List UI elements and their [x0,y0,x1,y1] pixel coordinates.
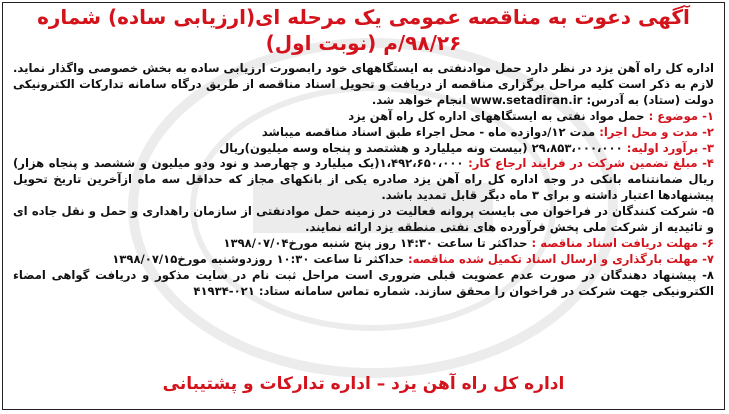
item-duration [13,125,714,141]
notice-body [13,61,714,300]
item-text: ۸- پیشنهاد دهندگان در صورت عدم عضویت قبلی ضروری است مراحل ثبت نام در سایت مذکور و دریافت گواهی امضاء الکترونیکی جهت شرکت در فراخوان را محقق سازند. شماره تماس سامانه ستاد: ۰۲۱-۴۱۹۳۴ [13,267,714,298]
intro-paragraph [13,61,714,109]
intro-suffix: انجام خواهد شد. [371,92,467,107]
item-text: حداکثر تا ساعت ۱۴:۳۰ روز پنج شنبه مورخ۱۳۹۸/۰۷/۰۴ [223,235,528,250]
notice-title: آگهی دعوت به مناقصه عمومی یک مرحله ای(ارزیابی ساده) شماره ۹۸/۲۶/م (نوبت اول) [37,5,690,55]
item-text: مدت ۱۲/دوازده ماه - محل اجراء طبق اسناد مناقصه میباشد [261,124,596,139]
item-subject [13,109,714,125]
item-registration [13,268,714,300]
item-estimate [13,141,714,157]
item-guarantee [13,156,714,204]
item-text: ۵- شرکت کنندگان در فراخوان می بایست پروانه فعالیت در زمینه حمل موادنفتی از سازمان راهداری و حمل و نقل جاده ای و تائیدیه از شرکت ملی پخش فرآورده های نفتی منطقه یزد ارائه نمایند. [13,204,714,235]
intro-text: اداره کل راه آهن یزد در نظر دارد حمل موادنفتی به ایستگاههای خود رابصورت ارزیابی ساده به بخش خصوصی واگذار نماید. لازم به ذکر است کلیه مراحل برگزاری مناقصه از دریافت و تحویل اسناد مناقصه از طریق درگاه سامانه تدارکات الکترونیکی دولت (ستاد) به آدرس: [13,61,714,107]
tender-notice [2,2,725,410]
item-upload-deadline [13,252,714,268]
item-text: ۱،۴۹۲،۶۵۰،۰۰۰(یک میلیارد و چهارصد و نود ودو میلیون و ششصد و پنجاه هزار) ریال ضمانتنامه بانکی در وجه اداره کل راه آهن یزد صادره یکی از بانکهای مجاز که حداقل سه ماه ازآخرین تاریخ تحویل پیشنهادها اعتبار داشته و برای ۳ ماه دیگر قابل تمدید باشد. [13,156,714,203]
item-document-deadline [13,236,714,252]
item-license [13,204,714,236]
item-text: حداکثر تا ساعت ۱۰:۳۰ روزدوشنبه مورخ۱۳۹۸/۰۷/۱۵ [112,251,404,266]
item-label: ۶- مهلت دریافت اسناد مناقصه : [531,235,714,250]
item-label: ۱- موضوع : [648,108,714,123]
item-label: ۲- مدت و محل اجرا: [599,124,714,139]
item-label: ۷- مهلت بارگذاری و ارسال اسناد تکمیل شده مناقصه: [407,251,714,266]
issuer-footer: اداره کل راه آهن یزد – اداره تدارکات و پشتیبانی [162,374,565,394]
item-label: ۴- مبلغ تضمین شرکت در فرایند ارجاع کار: [468,156,714,171]
item-text: ۲۹،۸۵۳،۰۰۰،۰۰۰ (بیست ونه میلیارد و هشتصد و پنجاه وسه میلیون)ریال [219,140,623,155]
setad-url-link[interactable]: www.setadiran.ir [470,92,583,107]
item-text: حمل مواد نفتی به ایستگاههای اداره کل راه آهن یزد [348,108,645,123]
item-label: ۳- برآورد اولیه: [626,140,714,155]
